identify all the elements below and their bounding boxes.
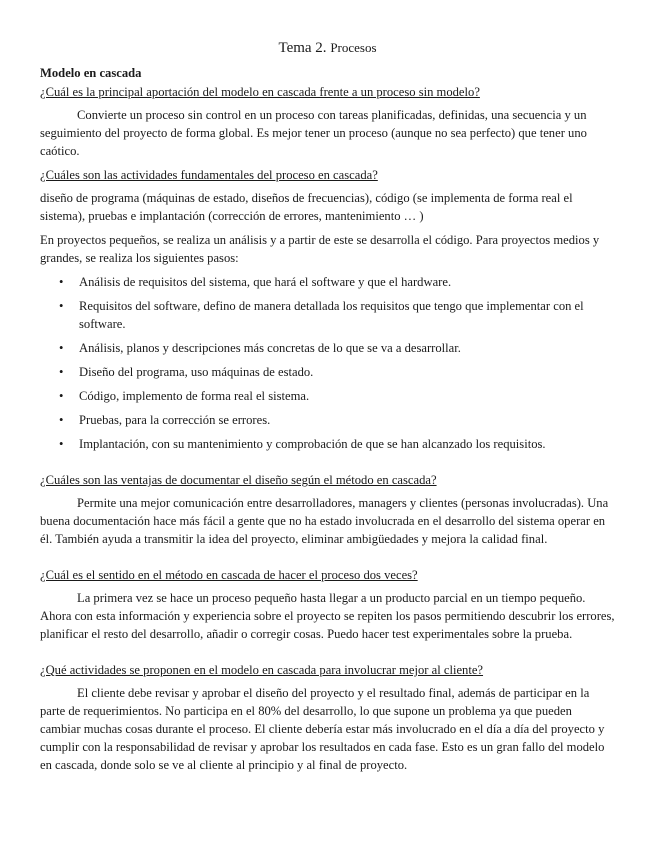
spacer [40,554,615,566]
answer-5: El cliente debe revisar y aprobar el diseño del proyecto y el resultado final, además de participar en la parte de requerimientos. No participa en el 80% del desarrollo, lo que supone un problema ya que pueden cambiar muchas cosas durante el proceso. El cliente debería estar más involucrado en el día a día del proyecto y cumplir con la responsabilidad de revisar y aprobar los resultados en cada fase. Esto es un gran fallo del modelo en cascada, donde solo se ve al cliente al principio y al final de proyecto. [40,686,605,772]
list-item [40,273,615,291]
step-text: Implantación, con su mantenimiento y comprobación de que se han alcanzado los requisitos. [79,437,546,451]
section-heading: Modelo en cascada [40,66,142,80]
list-item [40,339,615,357]
step-text: Pruebas, para la corrección se errores. [79,413,271,427]
list-item [40,387,615,405]
list-item [40,435,615,453]
bullet-marker: • [59,413,64,427]
step-text: Requisitos del software, defino de manera detallada los requisitos que tengo que implementar con el software. [79,299,584,331]
steps-list [40,273,615,453]
question-4: ¿Cuál es el sentido en el método en cascada de hacer el proceso dos veces? [40,568,418,582]
question-5: ¿Qué actividades se proponen en el modelo en cascada para involucrar mejor al cliente? [40,663,484,677]
answer-3: Permite una mejor comunicación entre desarrolladores, managers y clientes (personas involucradas). Una buena documentación hace más fácil a gente que no ha estado involucrada en el desarrollo del sistema operar en él. También ayuda a transmitir la idea del proyecto, eliminar ambigüedades y mejora la calidad final. [40,496,609,546]
bullet-marker: • [59,437,64,451]
step-text: Análisis de requisitos del sistema, que hará el software y que el hardware. [79,275,452,289]
page-title [40,38,615,58]
title-main: Tema 2. [278,40,327,56]
question-2: ¿Cuáles son las actividades fundamentales del proceso en cascada? [40,168,378,182]
list-item [40,411,615,429]
bullet-marker: • [59,299,64,313]
spacer [40,649,615,661]
answer-2-projects: En proyectos pequeños, se realiza un análisis y a partir de este se desarrolla el código. Para proyectos medios y grandes, se realiza los siguientes pasos: [40,233,600,265]
list-item [40,363,615,381]
question-3: ¿Cuáles son las ventajas de documentar el diseño según el método en cascada? [40,473,437,487]
question-1: ¿Cuál es la principal aportación del modelo en cascada frente a un proceso sin modelo? [40,85,480,99]
bullet-marker: • [59,341,64,355]
answer-2-activities: diseño de programa (máquinas de estado, diseños de frecuencias), código (se implementa de forma real el sistema), pruebas e implantación (corrección de errores, mantenimiento … ) [40,191,573,223]
step-text: Análisis, planos y descripciones más concretas de lo que se va a desarrollar. [79,341,461,355]
bullet-marker: • [59,389,64,403]
spacer [40,459,615,471]
step-text: Código, implemento de forma real el sistema. [79,389,310,403]
bullet-marker: • [59,365,64,379]
list-item [40,297,615,333]
title-sub: Procesos [330,40,377,55]
bullet-marker: • [59,275,64,289]
answer-4: La primera vez se hace un proceso pequeño hasta llegar a un producto parcial en un tiempo pequeño. Ahora con esta información y experiencia sobre el proyecto se repiten los pasos permitiendo descubrir los errores, planificar el resto del desarrollo, añadir o corregir cosas. Puedo hacer test experimentales sobre la prueba. [40,591,615,641]
answer-1: Convierte un proceso sin control en un proceso con tareas planificadas, definidas, una secuencia y un seguimiento del proyecto de forma global. Es mejor tener un proceso (aunque no sea perfecto) que tener uno caótico. [40,108,587,158]
step-text: Diseño del programa, uso máquinas de estado. [79,365,314,379]
document-page [40,38,615,780]
